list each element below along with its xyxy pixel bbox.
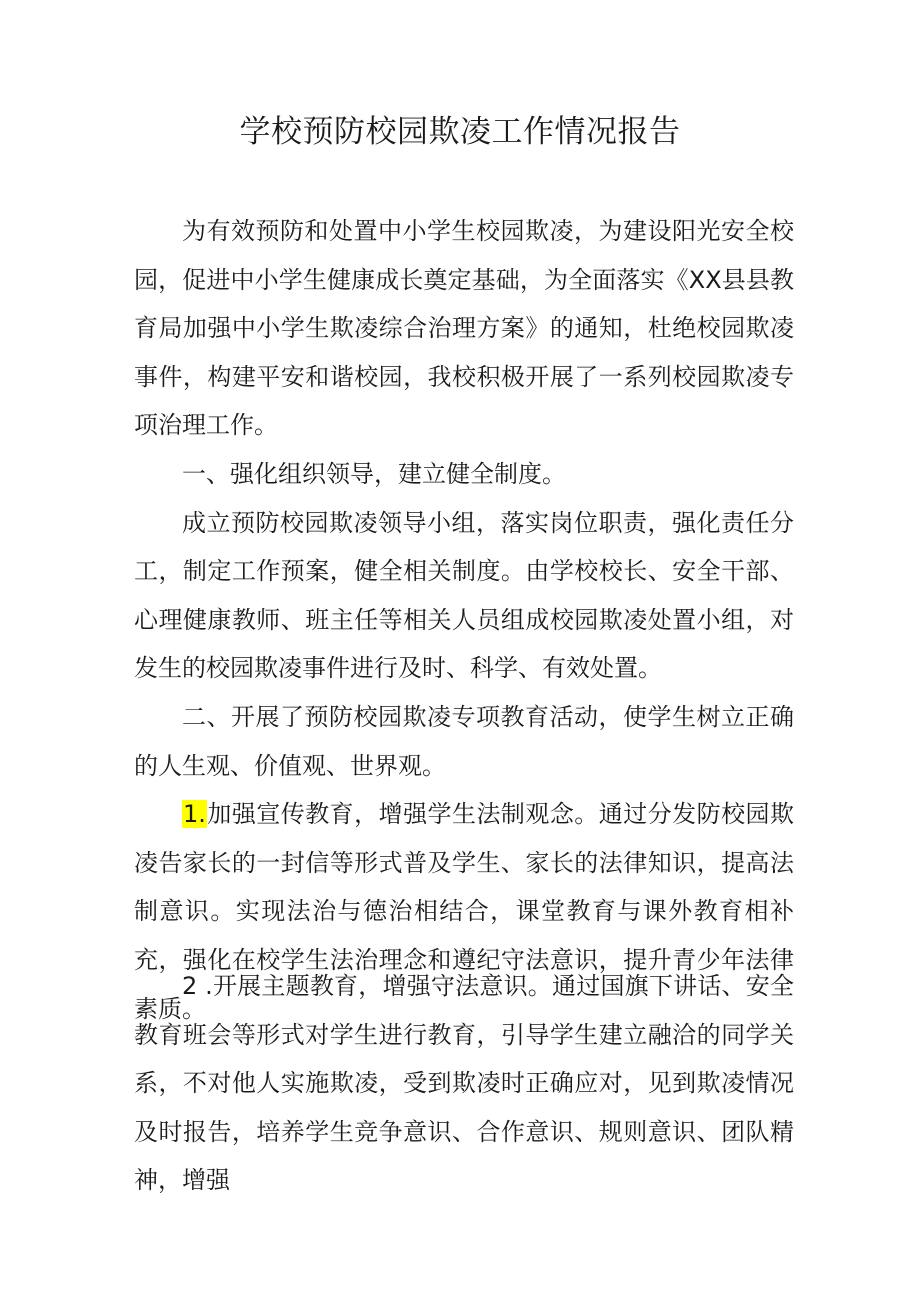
section1-body: 成立预防校园欺凌领导小组，落实岗位职责，强化责任分工，制定工作预案，健全相关制度。由学校校长、安全干部、心理健康教师、班主任等相关人员组成校园欺凌处置小组，对发生的校园欺凌事件进行及时、科学、有效处置。 [134, 508, 794, 683]
item1-number-highlight: 1. [183, 800, 206, 829]
section2-heading: 二、开展了预防校园欺凌专项教育活动，使学生树立正确的人生观、价值观、世界观。 [134, 702, 794, 780]
section1-heading: 一、强化组织领导，建立健全制度。 [182, 459, 566, 488]
item1-text: 加强宣传教育，增强学生法制观念。通过分发防校园欺凌告家长的一封信等形式普及学生、家长的法律知识，提高法制意识。实现法治与德治相结合，课堂教育与课外教育相补充，强化在校学生法治理念和遵纪守法意识，提升青少年法律素质。 [134, 800, 794, 1023]
document-body-upper [134, 207, 794, 1033]
intro-paragraph: 为有效预防和处置中小学生校园欺凌，为建设阳光安全校园，促进中小学生健康成长奠定基础，为全面落实《XX县县教育局加强中小学生欺凌综合治理方案》的通知，杜绝校园欺凌事件，构建平安和谐校园，我校积极开展了一系列校园欺凌专项治理工作。 [134, 217, 794, 440]
document-title: 学校预防校园欺凌工作情况报告 [239, 114, 681, 150]
item2-paragraph: 2 .开展主题教育，增强守法意识。通过国旗下讲话、安全教育班会等形式对学生进行教育，引导学生建立融洽的同学关系，不对他人实施欺凌，受到欺凌时正确应对，见到欺凌情况及时报告，培养学生竞争意识、合作意识、规则意识、团队精神，增强 [134, 972, 794, 1195]
document-body-lower [134, 962, 794, 1205]
